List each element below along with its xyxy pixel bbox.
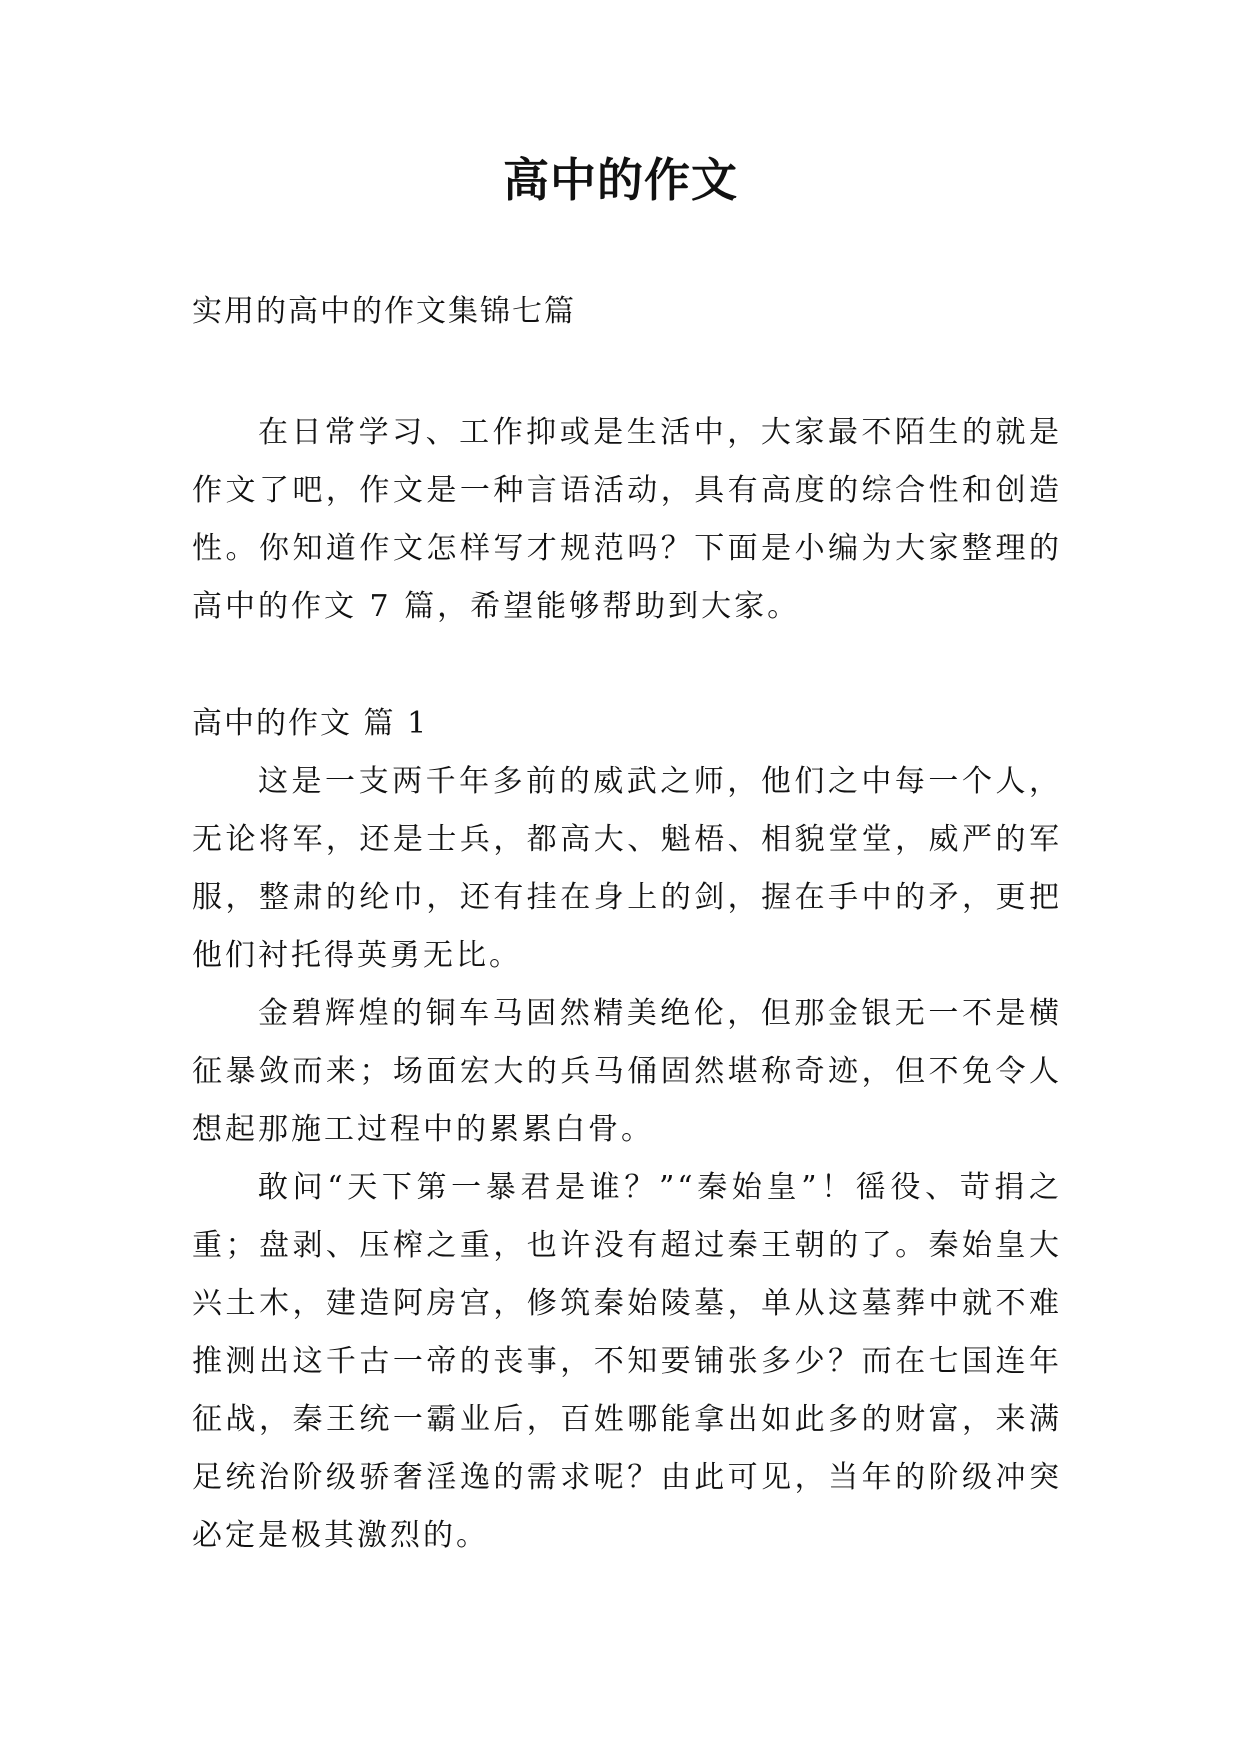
document-title: 高中的作文: [503, 153, 738, 207]
section-heading: 高中的作文 篇 1: [192, 706, 429, 741]
intro-paragraph: 在日常学习、工作抑或是生活中，大家最不陌生的就是作文了吧，作文是一种言语活动，具有高度的综合性和创造性。你知道作文怎样写才规范吗？下面是小编为大家整理的高中的作文 7 篇，希望能够帮助到大家。: [192, 415, 1062, 624]
essay-paragraph-3: 敢问“天下第一暴君是谁？”“秦始皇”！徭役、苛捐之重；盘剥、压榨之重，也许没有超过秦王朝的了。秦始皇大兴土木，建造阿房宫，修筑秦始陵墓，单从这墓葬中就不难推测出这千古一帝的丧事，不知要铺张多少？而在七国连年征战，秦王统一霸业后，百姓哪能拿出如此多的财富，来满足统治阶级骄奢淫逸的需求呢？由此可见，当年的阶级冲突必定是极其激烈的。: [192, 1170, 1062, 1553]
essay-paragraph-1: 这是一支两千年多前的威武之师，他们之中每一个人，无论将军，还是士兵，都高大、魁梧、相貌堂堂，威严的军服，整肃的纶巾，还有挂在身上的剑，握在手中的矛，更把他们衬托得英勇无比。: [192, 764, 1062, 973]
document-subtitle: 实用的高中的作文集锦七篇: [192, 294, 576, 329]
essay-paragraph-2: 金碧辉煌的铜车马固然精美绝伦，但那金银无一不是横征暴敛而来；场面宏大的兵马俑固然堪称奇迹，但不免令人想起那施工过程中的累累白骨。: [192, 996, 1062, 1147]
essay-body: [192, 753, 1062, 1565]
